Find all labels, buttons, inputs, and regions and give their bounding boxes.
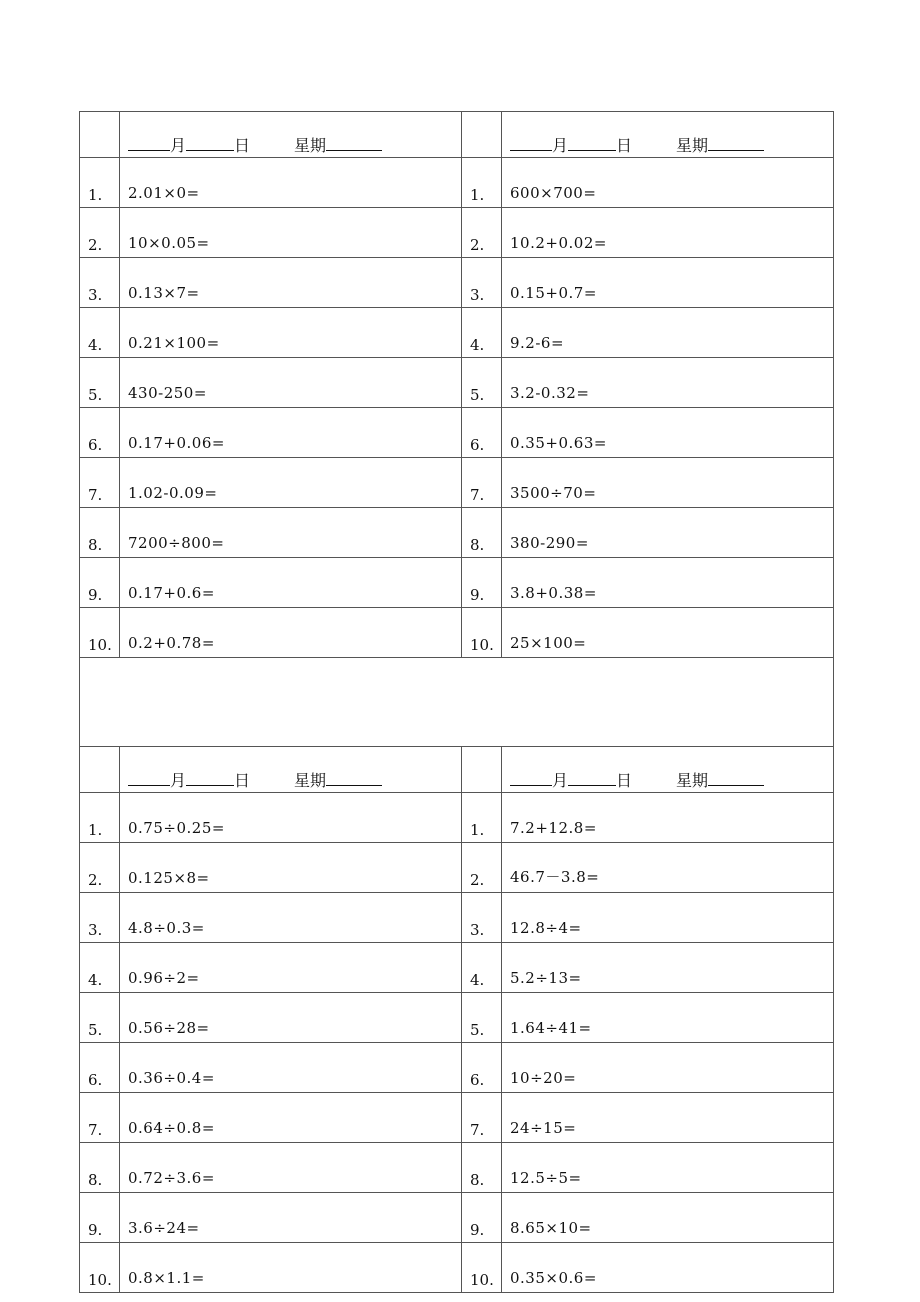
month-label: 月 [552, 136, 569, 155]
problem-left[interactable]: 0.56÷28= [120, 993, 462, 1043]
problem-number: 2. [80, 208, 120, 258]
problem-row [80, 1093, 834, 1143]
problem-right[interactable]: 12.5÷5= [502, 1143, 834, 1193]
month-blank[interactable] [128, 784, 170, 786]
problem-number: 9. [462, 1193, 502, 1243]
month-label: 月 [170, 136, 187, 155]
day-blank[interactable] [568, 784, 616, 786]
problem-left[interactable]: 0.72÷3.6= [120, 1143, 462, 1193]
problem-row [80, 458, 834, 508]
empty-cell [80, 112, 120, 158]
problem-left[interactable]: 10×0.05= [120, 208, 462, 258]
month-label: 月 [552, 771, 569, 790]
problem-number: 5. [462, 358, 502, 408]
problem-number: 5. [80, 358, 120, 408]
problem-right[interactable]: 10÷20= [502, 1043, 834, 1093]
weekday-label: 星期 [294, 136, 327, 155]
empty-cell [462, 747, 502, 793]
problem-left[interactable]: 0.64÷0.8= [120, 1093, 462, 1143]
problem-number: 6. [462, 1043, 502, 1093]
weekday-blank[interactable] [708, 149, 764, 151]
problem-row [80, 793, 834, 843]
problem-number: 1. [462, 793, 502, 843]
day-label: 日 [616, 136, 633, 155]
problem-row [80, 408, 834, 458]
problem-number: 4. [80, 943, 120, 993]
problem-right[interactable]: 380-290= [502, 508, 834, 558]
problem-left[interactable]: 0.17+0.6= [120, 558, 462, 608]
problem-number: 1. [462, 158, 502, 208]
day-label: 日 [616, 771, 633, 790]
empty-cell [80, 747, 120, 793]
problem-right[interactable]: 12.8÷4= [502, 893, 834, 943]
section-header-row [80, 747, 834, 793]
problem-right[interactable]: 3.8+0.38= [502, 558, 834, 608]
problem-row [80, 608, 834, 658]
problem-row [80, 208, 834, 258]
problem-row [80, 993, 834, 1043]
problem-left[interactable]: 0.75÷0.25= [120, 793, 462, 843]
problem-right[interactable]: 10.2+0.02= [502, 208, 834, 258]
day-blank[interactable] [186, 149, 234, 151]
problem-left[interactable]: 2.01×0= [120, 158, 462, 208]
problem-row [80, 1043, 834, 1093]
problem-right[interactable]: 0.35×0.6= [502, 1243, 834, 1293]
gap-cell [80, 658, 834, 747]
problem-row [80, 843, 834, 893]
day-blank[interactable] [186, 784, 234, 786]
problem-row [80, 508, 834, 558]
problem-row [80, 893, 834, 943]
date-header-right [502, 112, 834, 158]
problem-right[interactable]: 600×700= [502, 158, 834, 208]
problem-number: 8. [462, 1143, 502, 1193]
problem-row [80, 158, 834, 208]
problem-left[interactable]: 0.13×7= [120, 258, 462, 308]
problem-number: 2. [462, 208, 502, 258]
problem-row [80, 558, 834, 608]
weekday-label: 星期 [294, 771, 327, 790]
weekday-blank[interactable] [326, 784, 382, 786]
problem-left[interactable]: 0.36÷0.4= [120, 1043, 462, 1093]
problem-right[interactable]: 25×100= [502, 608, 834, 658]
problem-left[interactable]: 4.8÷0.3= [120, 893, 462, 943]
problem-left[interactable]: 0.17+0.06= [120, 408, 462, 458]
problem-left[interactable]: 0.21×100= [120, 308, 462, 358]
month-blank[interactable] [510, 784, 552, 786]
weekday-blank[interactable] [326, 149, 382, 151]
problem-number: 3. [80, 258, 120, 308]
problem-number: 3. [462, 258, 502, 308]
month-label: 月 [170, 771, 187, 790]
section-gap [80, 658, 834, 747]
problem-number: 9. [80, 558, 120, 608]
problem-number: 8. [80, 508, 120, 558]
problem-number: 5. [462, 993, 502, 1043]
problem-number: 6. [462, 408, 502, 458]
problem-left[interactable]: 430-250= [120, 358, 462, 408]
problem-number: 2. [80, 843, 120, 893]
problem-number: 7. [80, 458, 120, 508]
problem-right[interactable]: 8.65×10= [502, 1193, 834, 1243]
problem-number: 7. [462, 458, 502, 508]
problem-number: 4. [462, 308, 502, 358]
problem-number: 3. [462, 893, 502, 943]
month-blank[interactable] [128, 149, 170, 151]
problem-right[interactable]: 1.64÷41= [502, 993, 834, 1043]
problem-right[interactable]: 5.2÷13= [502, 943, 834, 993]
problem-row [80, 943, 834, 993]
problem-number: 10. [462, 608, 502, 658]
problem-right[interactable]: 7.2+12.8= [502, 793, 834, 843]
problem-left[interactable]: 0.2+0.78= [120, 608, 462, 658]
weekday-label: 星期 [676, 136, 709, 155]
weekday-label: 星期 [676, 771, 709, 790]
problem-right[interactable]: 9.2-6= [502, 308, 834, 358]
problem-left[interactable]: 0.96÷2= [120, 943, 462, 993]
problem-number: 4. [80, 308, 120, 358]
problem-left[interactable]: 0.8×1.1= [120, 1243, 462, 1293]
problem-right[interactable]: 0.35+0.63= [502, 408, 834, 458]
empty-cell [462, 112, 502, 158]
problem-right[interactable]: 24÷15= [502, 1093, 834, 1143]
problem-number: 2. [462, 843, 502, 893]
section-header-row [80, 112, 834, 158]
problem-number: 10. [80, 1243, 120, 1293]
problem-row [80, 1243, 834, 1293]
problem-number: 10. [80, 608, 120, 658]
problem-row [80, 1143, 834, 1193]
problem-right[interactable]: 3500÷70= [502, 458, 834, 508]
day-label: 日 [234, 771, 251, 790]
problem-number: 3. [80, 893, 120, 943]
problem-left[interactable]: 0.125×8= [120, 843, 462, 893]
problem-row [80, 1193, 834, 1243]
problem-number: 7. [462, 1093, 502, 1143]
problem-number: 9. [80, 1193, 120, 1243]
problem-number: 9. [462, 558, 502, 608]
problem-left[interactable]: 3.6÷24= [120, 1193, 462, 1243]
date-header-left [120, 747, 462, 793]
problem-number: 1. [80, 793, 120, 843]
problem-number: 1. [80, 158, 120, 208]
problem-row [80, 358, 834, 408]
problem-right[interactable]: 0.15+0.7= [502, 258, 834, 308]
worksheet [79, 111, 833, 1293]
worksheet-table [79, 111, 834, 1293]
problem-row [80, 258, 834, 308]
problem-number: 8. [462, 508, 502, 558]
problem-number: 10. [462, 1243, 502, 1293]
problem-number: 4. [462, 943, 502, 993]
weekday-blank[interactable] [708, 784, 764, 786]
problem-left[interactable]: 7200÷800= [120, 508, 462, 558]
date-header-left [120, 112, 462, 158]
problem-number: 5. [80, 993, 120, 1043]
day-label: 日 [234, 136, 251, 155]
day-blank[interactable] [568, 149, 616, 151]
problem-left[interactable]: 1.02-0.09= [120, 458, 462, 508]
problem-number: 8. [80, 1143, 120, 1193]
date-header-right [502, 747, 834, 793]
problem-right[interactable]: 46.7－3.8= [502, 843, 834, 893]
month-blank[interactable] [510, 149, 552, 151]
problem-row [80, 308, 834, 358]
problem-number: 6. [80, 408, 120, 458]
problem-number: 6. [80, 1043, 120, 1093]
problem-number: 7. [80, 1093, 120, 1143]
problem-right[interactable]: 3.2-0.32= [502, 358, 834, 408]
